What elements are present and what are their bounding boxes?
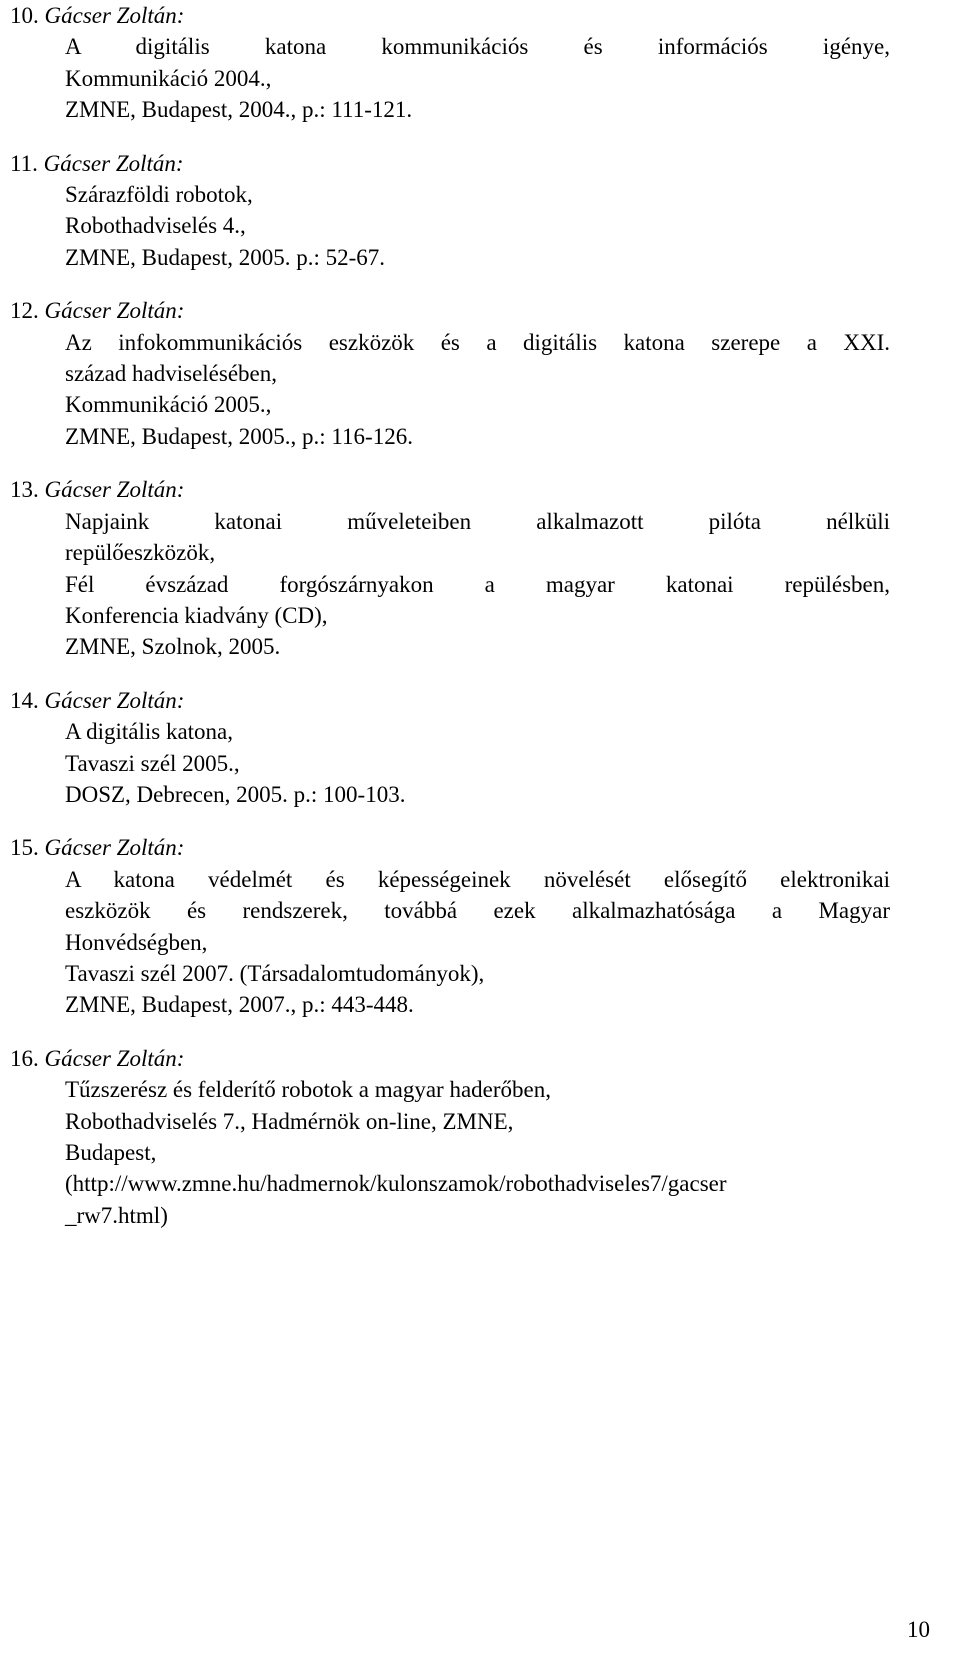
reference-line: ZMNE, Budapest, 2005., p.: 116-126. — [65, 423, 413, 449]
reference-line: A digitális katona, — [65, 719, 234, 745]
reference-line: ZMNE, Budapest, 2007., p.: 443-448. — [65, 992, 414, 1018]
reference-author: Gácser Zoltán: — [44, 1045, 185, 1071]
page-number: 10 — [907, 1617, 930, 1642]
reference-line: Robothadviselés 4., — [65, 213, 246, 239]
reference-item — [10, 1043, 890, 1231]
reference-item — [10, 832, 890, 1020]
reference-item — [10, 148, 890, 274]
reference-number: 16. — [10, 1045, 39, 1071]
reference-number: 15. — [10, 835, 39, 861]
reference-header — [10, 474, 890, 505]
reference-line: Budapest, — [65, 1140, 157, 1165]
reference-line: eszközök és rendszerek, továbbá ezek alkalmazhatósága a Magyar — [65, 898, 890, 924]
reference-line: Szárazföldi robotok, — [65, 182, 253, 208]
reference-header — [10, 0, 890, 31]
reference-line: Tavaszi szél 2005., — [65, 750, 240, 776]
reference-number: 13. — [10, 477, 39, 503]
reference-line: Kommunikáció 2005., — [65, 392, 272, 418]
reference-author: Gácser Zoltán: — [44, 3, 185, 28]
reference-number: 14. — [10, 687, 39, 713]
reference-line: Honvédségben, — [65, 929, 208, 955]
reference-line: A digitális katona kommunikációs és információs igénye, — [65, 34, 890, 60]
reference-item — [10, 0, 890, 126]
reference-line: A katona védelmét és képességeinek növelését elősegítő elektronikai — [65, 866, 890, 892]
reference-line: Napjaink katonai műveleteiben alkalmazott pilóta nélküli — [65, 508, 890, 534]
reference-line: (http://www.zmne.hu/hadmernok/kulonszamok/robothadviseles7/gacser — [65, 1171, 727, 1197]
reference-line: Tavaszi szél 2007. (Társadalomtudományok), — [65, 960, 485, 986]
reference-list — [10, 0, 890, 1253]
reference-line: Az infokommunikációs eszközök és a digitális katona szerepe a XXI. — [65, 329, 890, 355]
reference-line: ZMNE, Budapest, 2005. p.: 52-67. — [65, 244, 386, 270]
reference-line: ZMNE, Szolnok, 2005. — [65, 634, 281, 660]
reference-header — [10, 1043, 890, 1074]
reference-author: Gácser Zoltán: — [44, 477, 185, 503]
reference-author: Gácser Zoltán: — [44, 298, 185, 324]
reference-line: Kommunikáció 2004., — [65, 65, 272, 91]
reference-author: Gácser Zoltán: — [43, 150, 184, 176]
reference-line: repülőeszközök, — [65, 540, 216, 566]
reference-line: Fél évszázad forgószárnyakon a magyar katonai repülésben, — [65, 571, 890, 597]
reference-number: 10. — [10, 3, 39, 28]
reference-header — [10, 295, 890, 326]
reference-line: Robothadviselés 7., Hadmérnök on-line, ZMNE, — [65, 1108, 514, 1134]
reference-author: Gácser Zoltán: — [44, 835, 185, 861]
reference-item — [10, 295, 890, 452]
reference-header — [10, 148, 890, 179]
reference-line: ZMNE, Budapest, 2004., p.: 111-121. — [65, 97, 413, 123]
reference-line: _rw7.html) — [65, 1202, 168, 1228]
reference-line: Tűzszerész és felderítő robotok a magyar haderőben, — [65, 1077, 551, 1103]
reference-item — [10, 474, 890, 662]
reference-header — [10, 832, 890, 863]
reference-number: 11. — [10, 150, 38, 176]
reference-item — [10, 685, 890, 811]
reference-line: század hadviselésében, — [65, 361, 278, 387]
reference-author: Gácser Zoltán: — [44, 687, 185, 713]
reference-number: 12. — [10, 298, 39, 324]
reference-header — [10, 685, 890, 716]
reference-line: DOSZ, Debrecen, 2005. p.: 100-103. — [65, 781, 406, 807]
reference-line: Konferencia kiadvány (CD), — [65, 602, 328, 628]
